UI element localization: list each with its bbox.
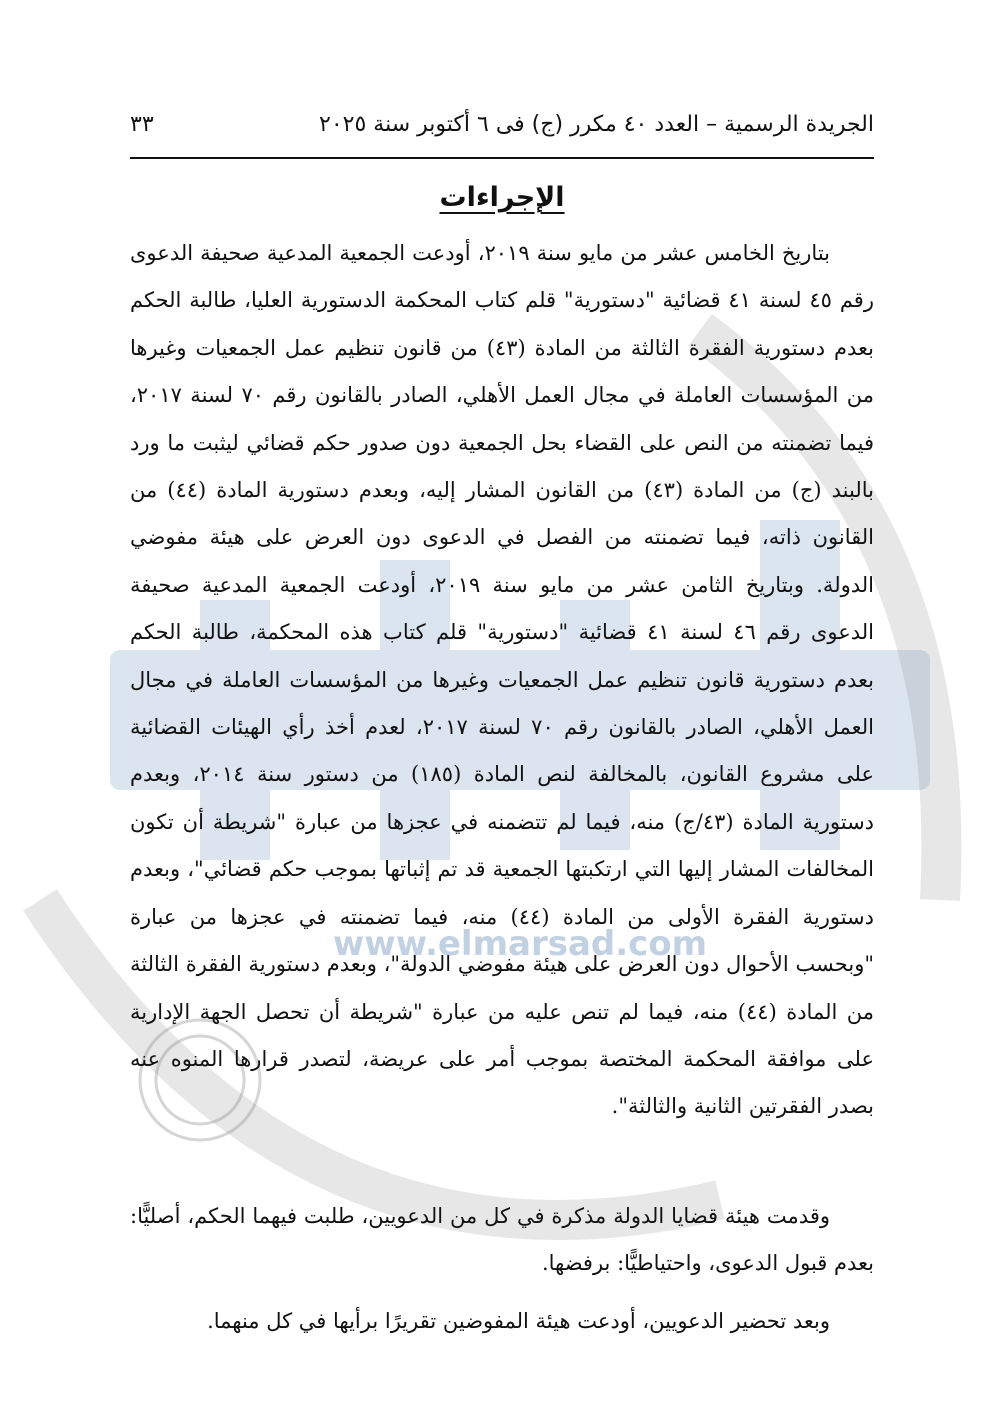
paragraph-state-memo: وقدمت هيئة قضايا الدولة مذكرة في كل من الدعويين، طلبت فيهما الحكم، أصليًّا: بعدم قبول الدعوى، واحتياطيًّا: برفضها. <box>130 1203 874 1276</box>
paragraph-procedures: بتاريخ الخامس عشر من مايو سنة ٢٠١٩، أودعت الجمعية المدعية صحيفة الدعوى رقم ٤٥ لسنة ٤١ قضائية "دستورية" قلم كتاب المحكمة الدستورية العليا، طالبة الحكم بعدم دستورية الفقرة الثالثة من المادة (٤٣) من قانون تنظيم عمل الجمعيات وغيرها من المؤسسات العاملة في مجال العمل الأهلي، الصادر بالقانون رقم ٧٠ لسنة ٢٠١٧، فيما تضمنته من النص على القضاء بحل الجمعية دون صدور حكم قضائي ليثبت ما ورد بالبند (ج) من المادة (٤٣) من القانون المشار إليه، وبعدم دستورية المادة (٤٤) من القانون ذاته، فيما تضمنته من الفصل في الدعوى دون العرض على هيئة مفوضي الدولة. وبتاريخ الثامن عشر من مايو سنة ٢٠١٩، أودعت الجمعية المدعية صحيفة الدعوى رقم ٤٦ لسنة ٤١ قضائية "دستورية" قلم كتاب هذه المحكمة، طالبة الحكم بعدم دستورية قانون تنظيم عمل الجمعيات وغيرها من المؤسسات العاملة في مجال العمل الأهلي، الصادر بالقانون رقم ٧٠ لسنة ٢٠١٧، لعدم أخذ رأي الهيئات القضائية على مشروع القانون، بالمخالفة لنص المادة (١٨٥) من دستور سنة ٢٠١٤، وبعدم دستورية المادة (٤٣/ج) منه، فيما لم تتضمنه في عجزها من عبارة "شريطة أن تكون المخالفات المشار إليها التي ارتكبتها الجمعية قد تم إثباتها بموجب حكم قضائي"، وبعدم دستورية الفقرة الأولى من المادة (٤٤) منه، فيما تضمنته في عجزها من عبارة "وبحسب الأحوال دون العرض على هيئة مفوضي الدولة"، وبعدم دستورية الفقرة الثالثة من المادة (٤٤) منه، فيما لم تنص عليه من عبارة "شريطة أن تحصل الجهة الإدارية على موافقة المحكمة المختصة بموجب أمر على عريضة، لتصدر قرارها المنوه عنه بصدر الفقرتين الثانية والثالثة". <box>130 241 875 1119</box>
watermark-url-text: www.elmarsad.com <box>332 924 708 964</box>
document-body <box>130 230 874 1345</box>
header-divider <box>130 157 874 159</box>
paragraph-commissioners-report: وبعد تحضير الدعويين، أودعت هيئة المفوضين تقريرًا برأيها في كل منهما. <box>207 1308 830 1333</box>
gazette-header-title: الجريدة الرسمية – العدد ٤٠ مكرر (ج) فى ٦ أكتوبر سنة ٢٠٢٥ <box>319 112 874 137</box>
page-number: ٣٣ <box>130 112 154 137</box>
section-title: الإجراءات <box>439 182 565 213</box>
page-header <box>130 108 874 148</box>
